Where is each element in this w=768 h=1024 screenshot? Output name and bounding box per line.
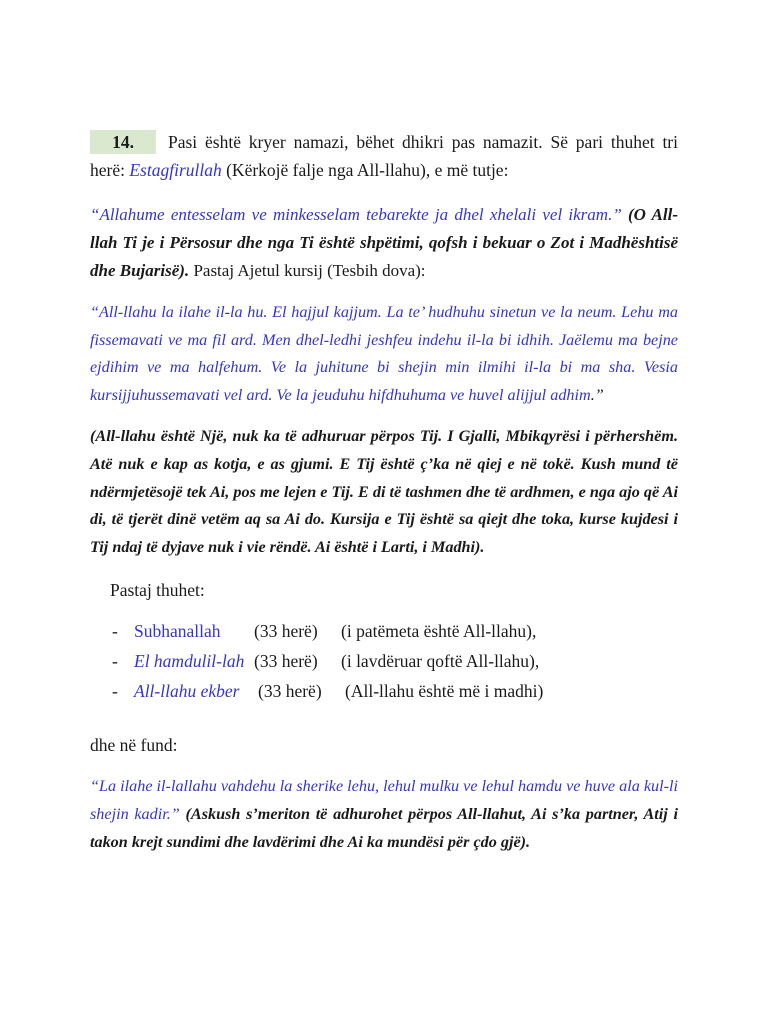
intro-text-2: (Kërkojë falje nga All-llahu), e më tutje: [221, 160, 509, 180]
ajetul-kursij-end: .” [590, 385, 604, 404]
list-count: (33 herë) [254, 621, 318, 642]
la-ilahe-paragraph [90, 773, 678, 856]
list-dash: - [112, 681, 118, 702]
ajetul-kursij-transliteration: “All-llahu la ilahe il-la hu. El hajjul kajjum. La te’ hudhuhu sinetun ve la neum. Lehu ma fissemavati ve ma fil ard. Men dhel-ledhi jeshfeu indehu il-la bi idhih. Jaëlemu ma bejne ejdihim ve ma halfehum. Ve la juhitune bi shejin min ilmihi il-la bi ma sha. Vesia kursijjuhussemavati vel ard. Ve la jeuduhu hifdhuhuma ve huvel alijjul adhim [90, 303, 678, 404]
intro-paragraph [90, 128, 678, 184]
dhikr-list [90, 616, 678, 706]
section-number-badge: 14. [90, 130, 156, 154]
list-phrase: El hamdulil-lah [134, 651, 245, 672]
ajetul-kursij-intro: Pastaj Ajetul kursij (Tesbih dova): [189, 261, 426, 280]
then-label: Pastaj thuhet: [110, 580, 205, 601]
document-page [90, 128, 678, 856]
list-count: (33 herë) [254, 651, 318, 672]
list-meaning: (All-llahu është më i madhi) [345, 681, 544, 702]
list-phrase: Subhanallah [134, 621, 221, 642]
la-ilahe-translation: (Askush s’meriton të adhurohet përpos All-llahut, Ai s’ka partner, Atij i takon krejt sundimi dhe lavdërimi dhe Ai ka mundësi për çdo gjë). [90, 804, 678, 851]
list-item [90, 676, 678, 706]
list-item [90, 646, 678, 676]
allahume-paragraph [90, 201, 678, 285]
list-phrase: All-llahu ekber [134, 681, 240, 702]
ajetul-kursij-paragraph [90, 299, 678, 409]
list-dash: - [112, 651, 118, 672]
list-dash: - [112, 621, 118, 642]
allahume-translation: (O All-llah Ti je i Përsosur dhe nga Ti është shpëtimi, qofsh i bekuar o Zot i Madhështisë dhe Bujarisë). [90, 205, 678, 280]
list-meaning: (i patëmeta është All-llahu), [341, 621, 537, 642]
list-meaning: (i lavdëruar qoftë All-llahu), [341, 651, 540, 672]
la-ilahe-transliteration: “La ilahe il-lallahu vahdehu la sherike lehu, lehul mulku ve lehul hamdu ve huve ala kul-li shejin kadir.” [90, 777, 679, 823]
list-item [90, 616, 678, 646]
allahume-transliteration: “Allahume entesselam ve minkesselam tebarekte ja dhel xhelali vel ikram.” [90, 205, 622, 224]
final-label: dhe në fund: [90, 735, 178, 756]
intro-estagfirullah: Estagfirullah [129, 160, 222, 180]
intro-text-1: Pasi është kryer namazi, bëhet dhikri pas namazit. Së pari thuhet tri herë: [90, 132, 678, 180]
ajetul-kursij-translation: (All-llahu është Një, nuk ka të adhuruar përpos Tij. I Gjalli, Mbikqyrësi i përhershëm. Atë nuk e kap as kotja, e as gjumi. E Tij është ç’ka në qiej e në tokë. Kush mund të ndërmjetësojë tek Ai, pos me lejen e Tij. E di të tashmen dhe të ardhmen, e nga ajo që Ai di, të tjerët dinë vetëm aq sa Ai do. Kursija e Tij është sa qiejt dhe toka, kurse kujdesi i Tij ndaj të dyjave nuk i vie rëndë. Ai është i Larti, i Madhi). [90, 427, 678, 556]
list-count: (33 herë) [258, 681, 322, 702]
